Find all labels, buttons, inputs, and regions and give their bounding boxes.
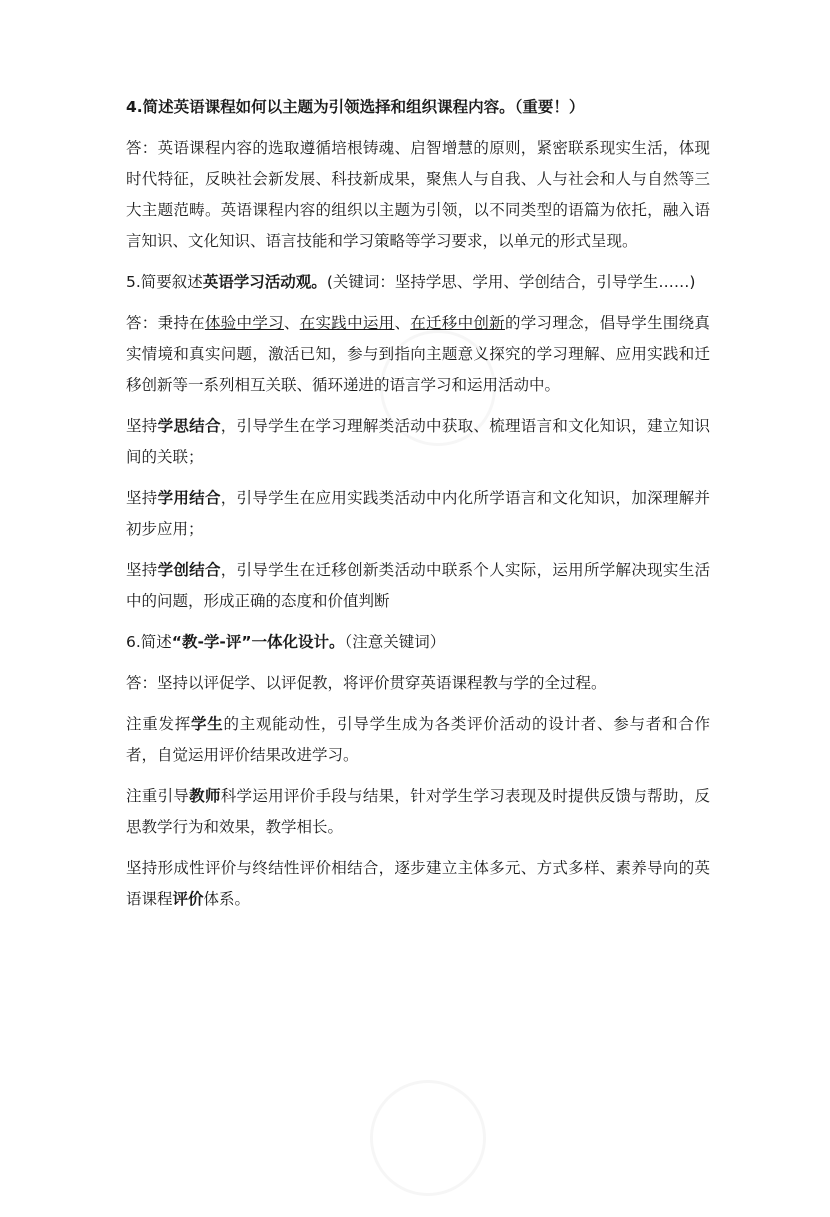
- q5-answer-text: 、: [283, 314, 300, 332]
- q6-point-1: [126, 709, 710, 771]
- point-text: 体系。: [203, 890, 251, 908]
- q5-answer-text: 的学习理念，倡导学生围绕真实情境和真实问题，激活已知，参与到指向主题意义探究的学习理解、应用实践和迁移创新等一系列相互关联、循环递进的语言学习和运用活动中。: [126, 314, 710, 394]
- point-text: ，引导学生在学习理解类活动中获取、梳理语言和文化知识，建立知识间的关联；: [126, 417, 710, 466]
- q4-answer: 答：英语课程内容的选取遵循培根铸魂、启智增慧的原则，紧密联系现实生活，体现时代特征，反映社会新发展、科技新成果，聚焦人与自我、人与社会和人与自然等三大主题范畴。英语课程内容的组织以主题为引领，以不同类型的语篇为依托，融入语言知识、文化知识、语言技能和学习策略等学习要求，以单元的形式呈现。: [126, 139, 710, 250]
- q6-title-note: （注意关键词）: [344, 633, 446, 651]
- point-lead: 坚持: [126, 417, 158, 435]
- point-keyword: 学思结合: [157, 417, 221, 435]
- q6-point-2: [126, 781, 710, 843]
- q5-underlined-phrase: 在实践中运用: [299, 314, 395, 332]
- q4-title: 4.简述英语课程如何以主题为引领选择和组织课程内容。（重要！）: [126, 98, 585, 116]
- q6-point-3: [126, 853, 710, 915]
- point-keyword: 学创结合: [157, 561, 221, 579]
- q6-title-prefix: 6.简述: [126, 633, 172, 651]
- q5-underlined-phrase: 体验中学习: [204, 314, 284, 332]
- watermark-seal: [349, 1059, 507, 1217]
- q5-point-3: [126, 555, 710, 617]
- document-page: [126, 92, 710, 925]
- q5-title: [126, 267, 710, 298]
- q5-answer-text: 答：秉持在: [126, 314, 205, 332]
- q6-answer: 答：坚持以评促学、以评促教，将评价贯穿英语课程教与学的全过程。: [126, 674, 607, 692]
- point-text: 科学运用评价手段与结果，针对学生学习表现及时提供反馈与帮助，反思教学行为和效果，教学相长。: [126, 787, 710, 836]
- point-lead: 坚持: [126, 561, 158, 579]
- q5-title-note: (关键词：坚持学思、学用、学创结合，引导学生……): [326, 273, 696, 291]
- point-keyword: 评价: [172, 890, 204, 908]
- q5-answer-text: 、: [394, 314, 411, 332]
- point-text: 坚持形成性评价与终结性评价相结合，逐步建立主体多元、方式多样、素养导向的英语课程: [126, 859, 710, 908]
- q5-point-1: [126, 411, 710, 473]
- point-keyword: 教师: [189, 787, 221, 805]
- point-keyword: 学生: [190, 715, 224, 733]
- point-lead: 注重发挥: [126, 715, 191, 733]
- q5-title-prefix: 5.简要叙述: [126, 273, 203, 291]
- point-text: ，引导学生在应用实践类活动中内化所学语言和文化知识，加深理解并初步应用；: [126, 489, 710, 538]
- point-text: ，引导学生在迁移创新类活动中联系个人实际，运用所学解决现实生活中的问题，形成正确的态度和价值判断: [126, 561, 710, 610]
- q5-underlined-phrase: 在迁移中创新: [410, 314, 505, 332]
- point-keyword: 学用结合: [157, 489, 221, 507]
- q5-title-keyword: 英语学习活动观。: [202, 273, 327, 291]
- q6-title-keyword: “教-学-评”一体化设计。: [171, 633, 345, 651]
- q5-point-2: [126, 483, 710, 545]
- point-lead: 坚持: [126, 489, 158, 507]
- q5-answer: [126, 308, 710, 401]
- point-lead: 注重引导: [126, 787, 190, 805]
- point-text: 的主观能动性，引导学生成为各类评价活动的设计者、参与者和合作者，自觉运用评价结果改进学习。: [126, 715, 710, 764]
- q6-title: [126, 627, 710, 658]
